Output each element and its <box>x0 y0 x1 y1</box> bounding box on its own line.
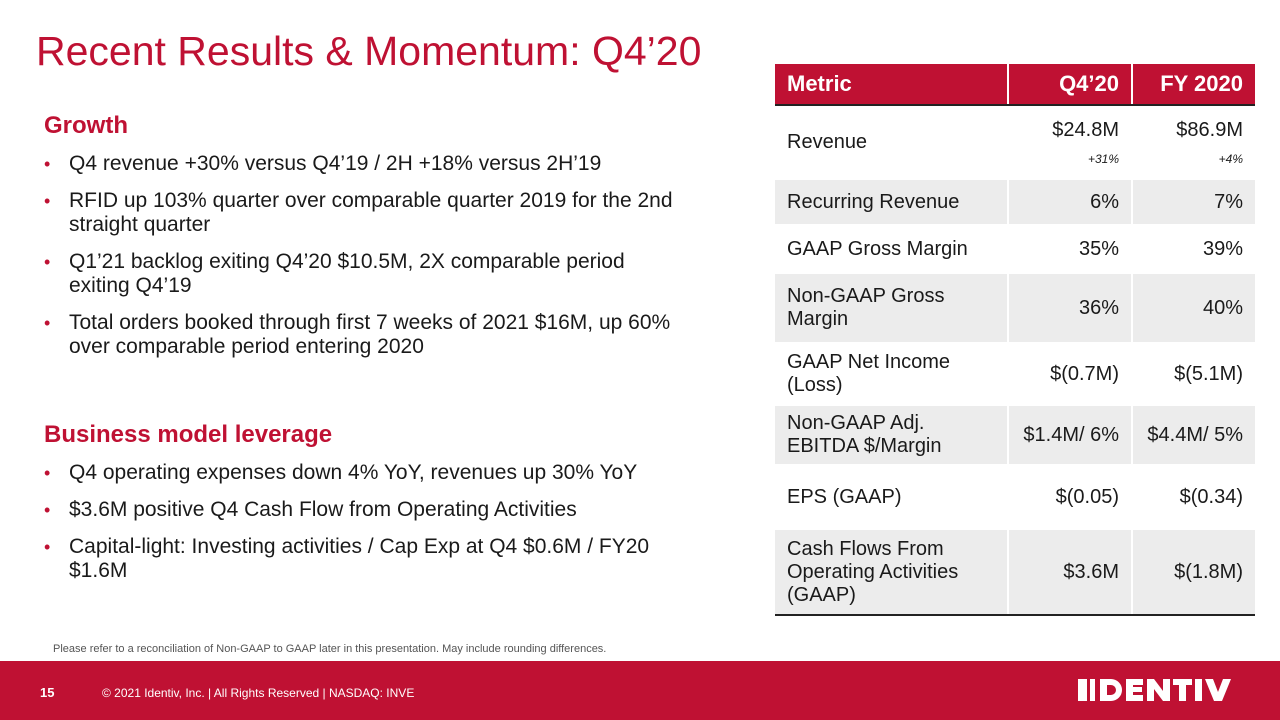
column-header-metric: Metric <box>775 64 1008 105</box>
fy-cell: $(0.34) <box>1132 465 1255 529</box>
fy-cell: $4.4M/ 5% <box>1132 405 1255 465</box>
slide-title: Recent Results & Momentum: Q4’20 <box>36 28 702 74</box>
list-item: • Capital-light: Investing activities / Cap Exp at Q4 $0.6M / FY20 $1.6M <box>44 535 650 582</box>
fy-cell <box>1132 105 1255 179</box>
leverage-heading: Business model leverage <box>44 421 333 448</box>
q4-cell: 35% <box>1008 225 1132 273</box>
fy-cell: 7% <box>1132 179 1255 225</box>
fy-cell: 39% <box>1132 225 1255 273</box>
fy-cell: $(5.1M) <box>1132 343 1255 405</box>
bullet-icon: • <box>44 463 51 483</box>
list-item: • Total orders booked through first 7 weeks of 2021 $16M, up 60% over comparable period entering 2020 <box>44 311 671 358</box>
table-row <box>775 343 1255 405</box>
metric-cell: GAAP Net Income (Loss) <box>775 343 1008 405</box>
bullet-icon: • <box>44 191 51 211</box>
results-table <box>775 64 1255 616</box>
q4-cell: $3.6M <box>1008 529 1132 615</box>
bullet-icon: • <box>44 500 51 520</box>
list-item: • Q4 revenue +30% versus Q4’19 / 2H +18% versus 2H’19 <box>44 152 602 175</box>
metric-cell: Non-GAAP Adj. EBITDA $/Margin <box>775 405 1008 465</box>
q4-cell: $1.4M/ 6% <box>1008 405 1132 465</box>
column-header-fy: FY 2020 <box>1132 64 1255 105</box>
q4-cell: 36% <box>1008 273 1132 343</box>
footnote: Please refer to a reconciliation of Non-GAAP to GAAP later in this presentation. May include rounding differences. <box>53 643 607 655</box>
bullet-icon: • <box>44 313 51 333</box>
q4-cell: $(0.7M) <box>1008 343 1132 405</box>
q4-cell: 6% <box>1008 179 1132 225</box>
q4-cell: $(0.05) <box>1008 465 1132 529</box>
q4-value: $24.8M <box>1052 118 1119 141</box>
metric-cell: Cash Flows From Operating Activities (GAAP) <box>775 529 1008 615</box>
footer-bar <box>0 661 1280 720</box>
list-item: • $3.6M positive Q4 Cash Flow from Operating Activities <box>44 498 577 521</box>
metric-cell: Revenue <box>775 105 1008 179</box>
fy-cell: 40% <box>1132 273 1255 343</box>
bullet-icon: • <box>44 537 51 557</box>
table-row <box>775 529 1255 615</box>
logo-mark <box>1078 677 1248 703</box>
list-item: • Q4 operating expenses down 4% YoY, revenues up 30% YoY <box>44 461 638 484</box>
metric-cell: Non-GAAP Gross Margin <box>775 273 1008 343</box>
q4-cell <box>1008 105 1132 179</box>
growth-list <box>44 152 684 359</box>
metric-cell: Recurring Revenue <box>775 179 1008 225</box>
q4-growth: +31% <box>1087 151 1119 166</box>
content-left <box>44 112 684 596</box>
fy-value: $86.9M <box>1176 118 1243 141</box>
fy-growth: +4% <box>1218 151 1243 166</box>
column-header-q4: Q4’20 <box>1008 64 1132 105</box>
bullet-icon: • <box>44 154 51 174</box>
copyright: © 2021 Identiv, Inc. | All Rights Reserved | NASDAQ: INVE <box>102 686 415 700</box>
bullet-icon: • <box>44 252 51 272</box>
table-row <box>775 179 1255 225</box>
identiv-logo <box>1078 677 1248 708</box>
table-header-row <box>775 64 1255 105</box>
table-row <box>775 465 1255 529</box>
growth-heading: Growth <box>44 112 128 139</box>
table-row <box>775 105 1255 179</box>
list-item: • Q1’21 backlog exiting Q4’20 $10.5M, 2X comparable period exiting Q4’19 <box>44 250 625 297</box>
leverage-list <box>44 461 684 583</box>
metric-cell: EPS (GAAP) <box>775 465 1008 529</box>
page-number: 15 <box>40 685 55 700</box>
table-row <box>775 273 1255 343</box>
table-row <box>775 405 1255 465</box>
table-row <box>775 225 1255 273</box>
list-item: • RFID up 103% quarter over comparable quarter 2019 for the 2nd straight quarter <box>44 189 673 236</box>
metric-cell: GAAP Gross Margin <box>775 225 1008 273</box>
fy-cell: $(1.8M) <box>1132 529 1255 615</box>
